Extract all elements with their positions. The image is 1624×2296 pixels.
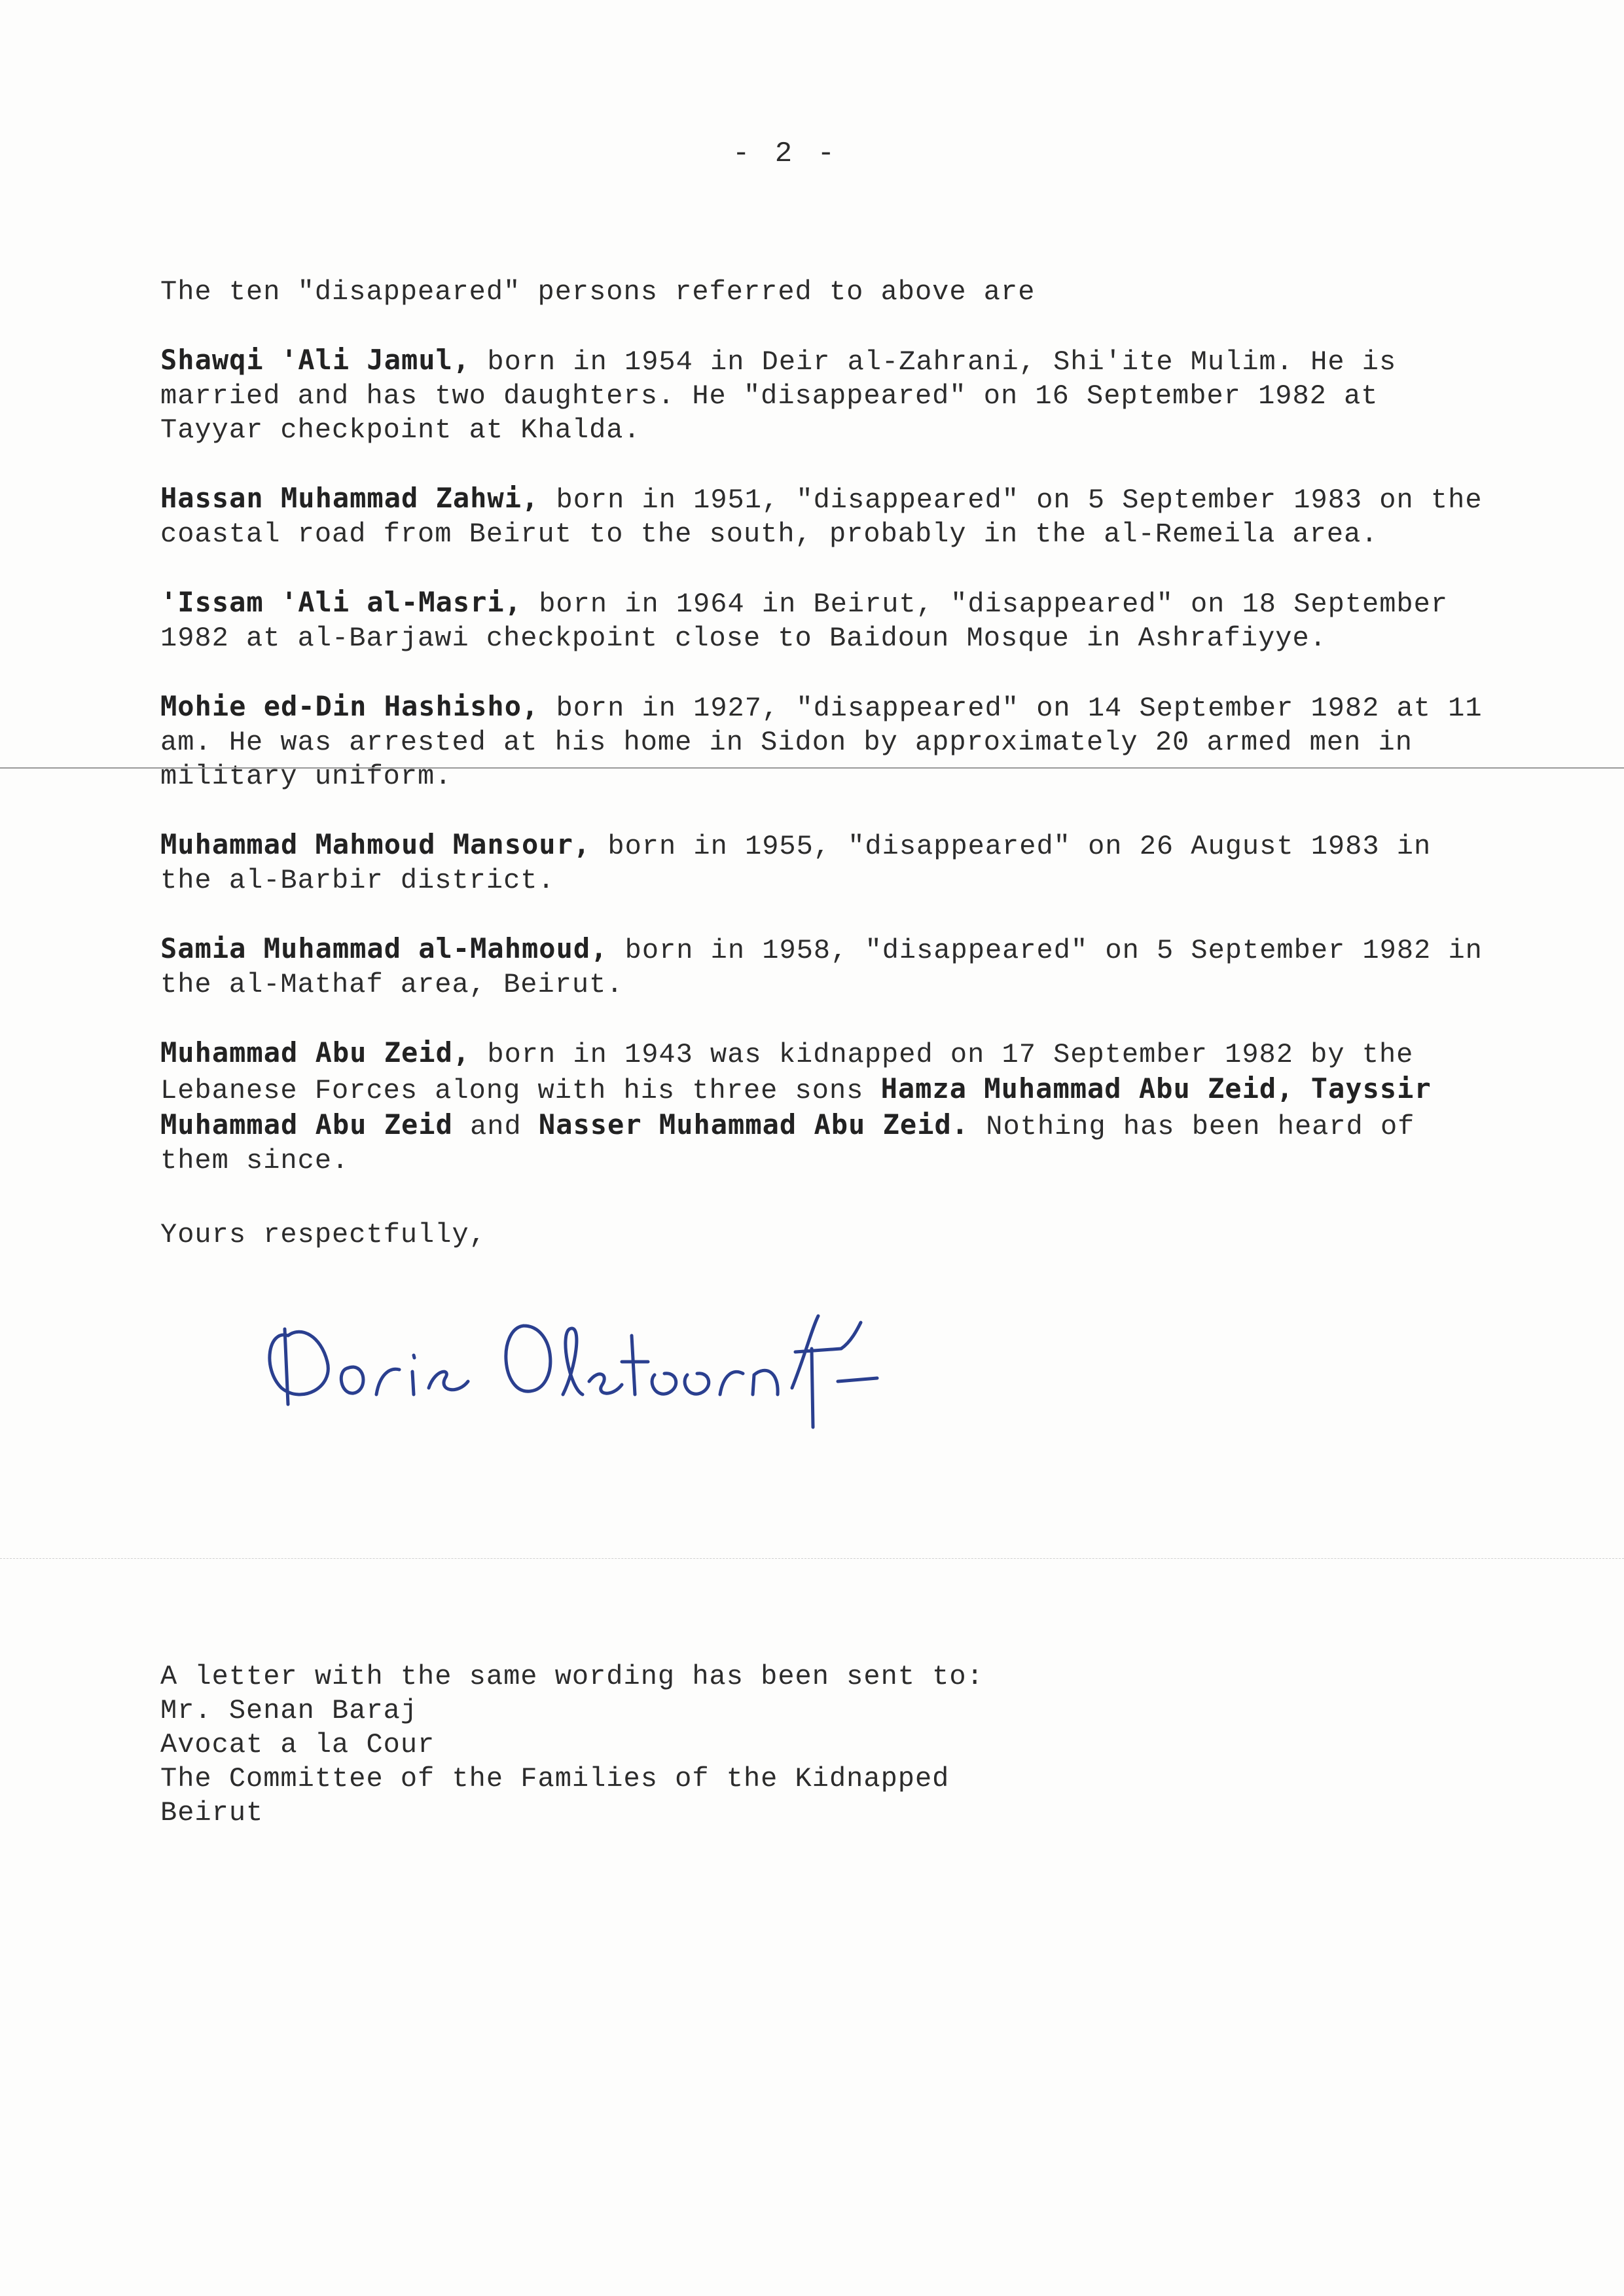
- person-entry: [160, 343, 1489, 447]
- closing-salutation: Yours respectfully,: [160, 1219, 486, 1250]
- person-name: Samia Muhammad al-Mahmoud,: [160, 932, 608, 964]
- person-name: Hamza Muhammad Abu Zeid, Tayssir Muhammad Abu Zeid: [160, 1072, 1432, 1140]
- person-name: Muhammad Abu Zeid,: [160, 1036, 471, 1068]
- person-details: born in 1954 in Deir al-Zahrani, Shi'ite Mulim. He is married and has two daughters. He "disappeared" on 16 September 1982 at Tayyar checkpoint at Khalda.: [160, 346, 1397, 446]
- person-details: born in 1955, "disappeared" on 26 August 1983 in the al-Barbir district.: [160, 831, 1432, 896]
- cc-line: Avocat a la Cour: [160, 1729, 435, 1760]
- fold-line: [0, 767, 1624, 769]
- person-details: born in 1927, "disappeared" on 14 September 1982 at 11 am. He was arrested at his home in Sidon by approximately 20 armed men in military uniform.: [160, 693, 1483, 792]
- handwritten-signature: [249, 1290, 903, 1440]
- person-name: 'Issam 'Ali al-Masri,: [160, 586, 522, 618]
- person-entry: [160, 481, 1489, 551]
- cc-line: The Committee of the Families of the Kidnapped: [160, 1763, 950, 1795]
- person-details: Nothing has been heard of them since.: [160, 1111, 1415, 1176]
- person-name: Mohie ed-Din Hashisho,: [160, 690, 539, 722]
- person-name: Muhammad Mahmoud Mansour,: [160, 828, 591, 860]
- page-number: - 2 -: [732, 137, 839, 170]
- person-entry: [160, 585, 1489, 655]
- copy-recipients: [160, 1660, 1489, 1830]
- disappeared-persons-list: [160, 343, 1489, 1212]
- cc-line: Beirut: [160, 1797, 264, 1829]
- person-details: born in 1958, "disappeared" on 5 September 1982 in the al-Mathaf area, Beirut.: [160, 935, 1483, 1000]
- person-entry: [160, 689, 1489, 793]
- cc-line: A letter with the same wording has been sent to:: [160, 1661, 984, 1692]
- person-entry: [160, 1036, 1489, 1178]
- person-details: born in 1943 was kidnapped on 17 September 1982 by the Lebanese Forces along with his three sons: [160, 1039, 1414, 1106]
- person-details: born in 1951, "disappeared" on 5 September 1983 on the coastal road from Beirut to the south, probably in the al-Remeila area.: [160, 484, 1483, 550]
- person-entry: [160, 932, 1489, 1002]
- person-name: Nasser Muhammad Abu Zeid.: [538, 1108, 969, 1140]
- person-entry: [160, 828, 1489, 898]
- person-details: born in 1964 in Beirut, "disappeared" on 18 September 1982 at al-Barjawi checkpoint close to Baidoun Mosque in Ashrafiyye.: [160, 589, 1449, 654]
- fold-line: [0, 1558, 1624, 1559]
- person-name: Hassan Muhammad Zahwi,: [160, 482, 539, 514]
- person-details: and: [452, 1111, 539, 1142]
- person-name: Shawqi 'Ali Jamul,: [160, 344, 471, 376]
- cc-line: Mr. Senan Baraj: [160, 1695, 418, 1726]
- intro-sentence: The ten "disappeared" persons referred to above are: [160, 276, 1036, 308]
